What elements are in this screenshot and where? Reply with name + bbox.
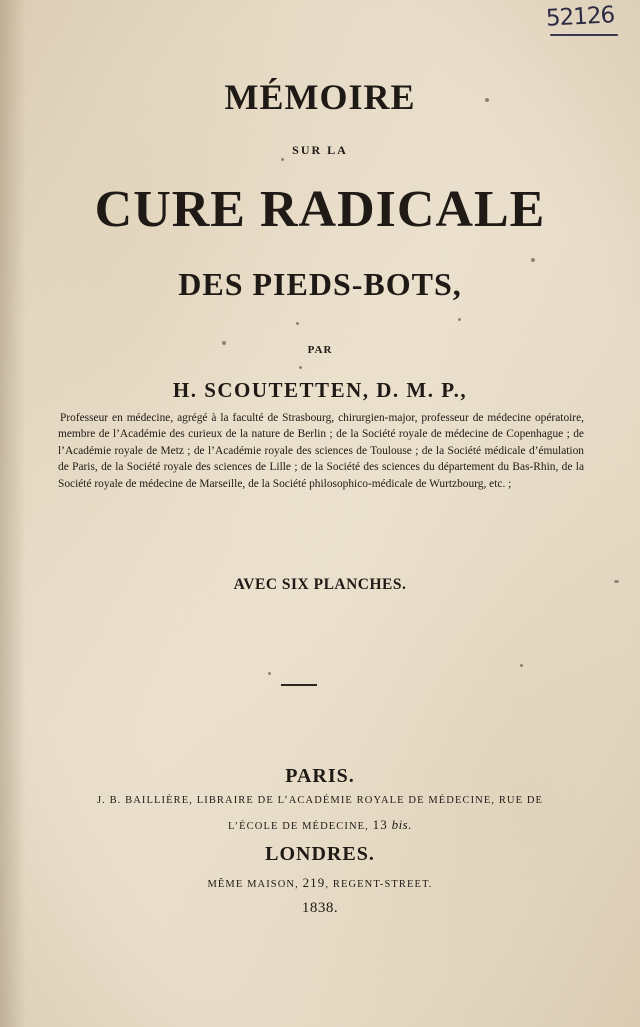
paper-speck: [614, 580, 619, 583]
by-label: PAR: [307, 344, 333, 356]
branch-address: [0, 875, 640, 891]
paper-speck: [296, 322, 299, 325]
catalog-number: 52126: [545, 2, 615, 32]
paper-speck: [222, 341, 226, 345]
publisher-street-number: 13: [372, 817, 388, 832]
paper-speck: [458, 318, 461, 321]
author-name: H. SCOUTETTEN, D. M. P.,: [172, 378, 468, 402]
subject-line-2: DES PIEDS-BOTS,: [178, 266, 462, 302]
divider-rule: [281, 684, 317, 686]
catalog-number-underline: [550, 34, 618, 36]
imprint-city-london: LONDRES.: [265, 843, 375, 865]
branch-prefix: MÊME MAISON,: [207, 879, 303, 890]
publisher-street-suffix: bis.: [391, 817, 412, 832]
paper-speck: [485, 98, 489, 102]
publication-year: 1838.: [301, 900, 339, 916]
paper-speck: [531, 258, 535, 262]
subject-line-1: CURE RADICALE: [94, 181, 546, 238]
paper-speck: [520, 664, 523, 667]
paper-speck: [299, 366, 302, 369]
author-credentials: Professeur en médecine, agrégé à la faculté de Strasbourg, chirurgien-major, professeur de médecine opératoire, membre de l’Académie des curieux de la nature de Berlin ; de la Société royale de médecine de Copenhague ; de l’Académie royale de Metz ; de l’Académie royale des sciences de Toulouse ; de la Société médicale d’émulation de Paris, de la Société royale des sciences de Lille ; de la Société des sciences du département du Bas-Rhin, de la Société royale de médecine de Marseille, de la Société philosophico-médicale de Wurtzbourg, etc. ;: [58, 412, 584, 490]
publisher-line-1: J. B. BAILLIÈRE, LIBRAIRE DE L’ACADÉMIE ROYALE DE MÉDECINE, RUE DE: [96, 795, 544, 806]
paper-speck: [281, 158, 284, 161]
plates-note: AVEC SIX PLANCHES.: [233, 576, 407, 593]
book-title: MÉMOIRE: [224, 77, 416, 117]
paper-speck: [268, 672, 271, 675]
title-connector: SUR LA: [292, 143, 348, 157]
branch-number: 219: [302, 875, 326, 890]
publisher-line-2: [0, 817, 640, 833]
imprint-city-paris: PARIS.: [285, 765, 355, 787]
publisher-street: L’ÉCOLE DE MÉDECINE,: [228, 821, 373, 832]
branch-street: , REGENT-STREET.: [325, 879, 433, 890]
